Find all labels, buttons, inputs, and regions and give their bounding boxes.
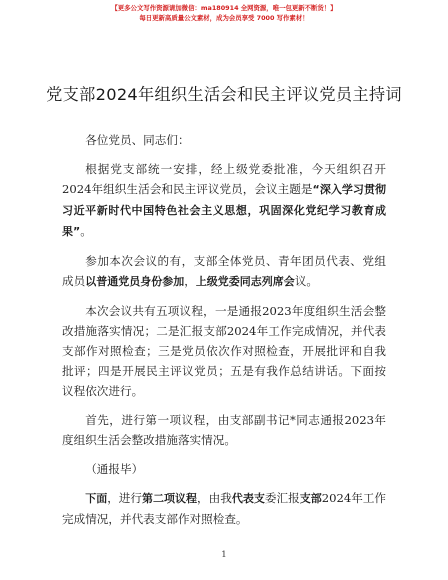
second-item-text-2: ，由我 <box>197 491 232 505</box>
intro-end: 。 <box>80 224 92 238</box>
document-body <box>62 130 386 538</box>
salutation-paragraph: 各位党员、同志们： <box>85 133 190 147</box>
attendees-end: 议。 <box>294 274 319 288</box>
second-item-text-3: 委汇报 <box>264 491 300 505</box>
promo-banner <box>0 3 448 23</box>
second-item-bold-3: 代表支 <box>231 492 265 505</box>
second-item-bold-4: 支部 <box>299 492 322 505</box>
intro-text: 根据党支部统一安排，经上级党委批准，今天组织召开2024年组织生活会和民主评议党员，会议主题是 <box>62 162 386 196</box>
second-item-bold-1: 下面 <box>85 492 108 505</box>
second-item-text-1: ，进行 <box>107 491 143 505</box>
meeting-intro-paragraph <box>62 159 386 242</box>
attendees-text: 参加本次会议的有，支部全体党员、青年团员代表、党组成员 <box>62 254 386 288</box>
attendees-bold-2: 上级党委同志列席会 <box>195 275 295 288</box>
promo-banner-line-2: 每日更新高质量公文素材，成为会员享受 7000 写作素材！ <box>139 14 309 22</box>
attendees-bold-1: 以普通党员身份参加 <box>85 275 185 288</box>
first-item-paragraph: 首先，进行第一项议程，由支部副书记*同志通报2023年度组织生活会整改措施落实情况。 <box>62 413 386 447</box>
meeting-theme: “深入学习贯彻习近平新时代中国特色社会主义思想，巩固深化党纪学习教育成果” <box>62 183 386 238</box>
promo-banner-line-1: 【更多公文写作资源请加微信：ma180914 全网资源，唯一包更新不断货！】 <box>111 4 337 12</box>
agenda-paragraph: 本次会议共有五项议程，一是通报2023年度组织生活会整改措施落实情况；二是汇报支部2024年工作完成情况，并代表支部作对照检查；三是党员依次作对照检查，开展批评和自我批评；四是开展民主评议党员；五是有我作总结讲话。下面按议程依次进行。 <box>62 304 386 398</box>
second-item-text-4: 2024年工作完成情况，并代表支部作对照检查。 <box>62 491 387 526</box>
second-item-bold-2: 第二项议程 <box>142 492 198 505</box>
attendees-comma: ， <box>184 274 196 288</box>
page-number: 1 <box>221 550 227 560</box>
document-title: 党支部2024年组织生活会和民主评议党员主持词 <box>46 85 402 104</box>
report-done-note: （通报毕） <box>85 462 144 476</box>
second-item-paragraph <box>62 488 386 529</box>
attendees-paragraph <box>62 251 386 292</box>
